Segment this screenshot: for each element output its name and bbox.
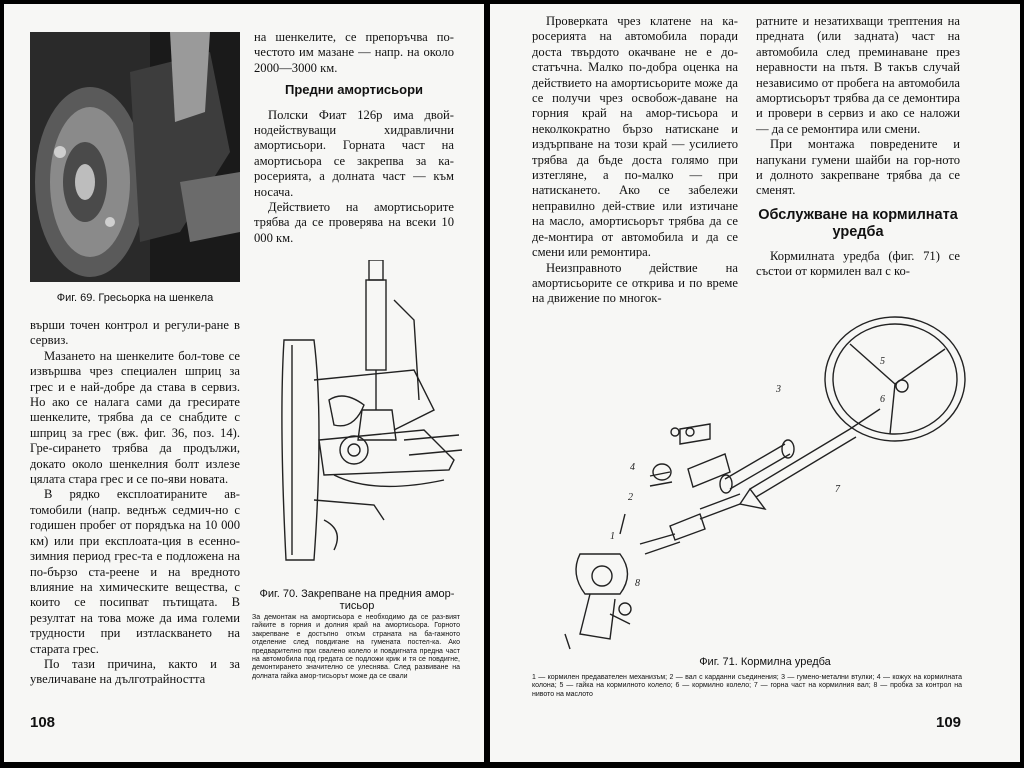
fig69-photo [30, 32, 240, 282]
paragraph: Полски Фиат 126р има двой-нодействуващи хидравлични амортисьори. Горната част на амортисьора се закрепва за ка-росерията, а долната част — към носача. [254, 107, 454, 199]
paragraph: Проверката чрез клатене на ка-росерията на автомобила поради доста твърдото окачване не е до-статъчна. Малко по-добра оценка на действието на амортисьорите може да се получи чрез освобож-даване на горния край на амор-тисьора и неколкократно бързо натискане и издърпване на този край — усилието трябва да бъде доста голямо при изтегляне, а по-малко — при натискането. Ако се забележи неправилно дей-ствие или изтичане на масло, амортисьорът трябва да се де-монтира от автомобила и да се смени или ремонтира. [532, 14, 738, 260]
callout-label: 3 [776, 384, 781, 395]
paragraph: Мазането на шенкелите бол-тове се извършва чрез специален шприц за грес и е най-добре да става в сервиз. Но ако се налага сами да гресирате шенкелите, трябва да се снабдите с шприц за грес (вж. фиг. 36, поз. 14). Гре-сирането трябва да продължи, докато около шенкелния болт излезе цялата стара грес и се по-яви новата. [30, 348, 240, 487]
callout-label: 1 [610, 531, 615, 542]
section-heading: Предни амортисьори [284, 82, 424, 98]
fig71-steering-drawing [550, 304, 980, 654]
fig70-caption: Фиг. 70. Закрепване на предния амор-тисьор [259, 588, 455, 612]
section-heading: Обслужване на кормилната уредба [758, 206, 958, 240]
paragraph: При монтажа повредените и напукани гумени шайби на гор-ното и долното закрепване трябва да се сменят. [756, 137, 960, 198]
callout-label: 4 [630, 462, 635, 473]
right-column-1 [532, 14, 738, 307]
paragraph: По тази причина, както и за увеличаване на дълготрайността [30, 656, 240, 687]
callout-label: 5 [880, 356, 885, 367]
callout-label: 8 [635, 578, 640, 589]
fig71-legend: 1 — кормилен предавателен механизъм; 2 — вал с карданни съединения; 3 — гумено-метални втулки; 4 — кожух на кормилната колона; 5 — гайка на кормилното колело; 6 — кормилно колело; 7 — горна част на кормилния вал; 8 — пробка за контрол на нивото на маслото [532, 674, 962, 698]
paragraph: Кормилната уредба (фиг. 71) се състои от кормилен вал с ко- [756, 248, 960, 279]
paragraph: Действието на амортисьорите трябва да се проверява на всеки 10 000 км. [254, 200, 454, 245]
fig70-shock-absorber-drawing [274, 260, 464, 580]
fig69-caption: Фиг. 69. Гресьорка на шенкела [56, 292, 214, 304]
left-column-1 [30, 318, 240, 688]
right-page [490, 4, 1020, 762]
callout-label: 7 [835, 484, 840, 495]
paragraph: на шенкелите, се препоръчва по-честото им мазане — напр. на около 2000—3000 км. [254, 30, 454, 75]
paragraph: ратните и незатихващи трептения на предната (или задната) част на автомобила след преминаване през неравности на пътя. В такъв случай независимо от пробега на автомобила амортисьорът трябва да се демонтира и провери в сервиз и ако се наложи — да се ремонтира или смени. [756, 14, 960, 136]
paragraph: върши точен контрол и регули-ране в сервиз. [30, 318, 240, 348]
paragraph: Неизправното действие на амортисьорите се открива и по време на движение по многок- [532, 260, 738, 306]
fig70-note: За демонтаж на амортисьора е необходимо да се раз-вият гайките в горния и долния край на амортисьора. Горното закрепване е достъпно откъм страната на ба-гажното отделение след повдигане на гумената постел-ка. Ако предварително при свалено колело и повдигната предна част на автомобила под гредата се подложи крик и тя се повдигне, демонтирането значително се улеснява. След развиване на долната гайка амор-тисьорът може да се свали [252, 614, 460, 680]
callout-label: 2 [628, 492, 633, 503]
left-column-2 [254, 30, 454, 246]
callout-label: 6 [880, 394, 885, 405]
page-number: 108 [30, 714, 56, 731]
page-number: 109 [936, 714, 962, 731]
fig71-caption: Фиг. 71. Кормилна уредба [699, 656, 831, 668]
paragraph: В рядко експлоатираните ав-томобили (напр. веднъж седмич-но с годишен пробег от порядъка на 10 000 км) или при експлоата-ция в есенно-зимния период грес-та е подложена на по-бързо ста-реене и на вредното влияние на химическите вещества, с които се посипват пътищата. В резултат на това може да има големи трудности при изтласкването на старата грес. [30, 487, 240, 656]
left-page [4, 4, 484, 762]
right-column-2 [756, 14, 960, 280]
